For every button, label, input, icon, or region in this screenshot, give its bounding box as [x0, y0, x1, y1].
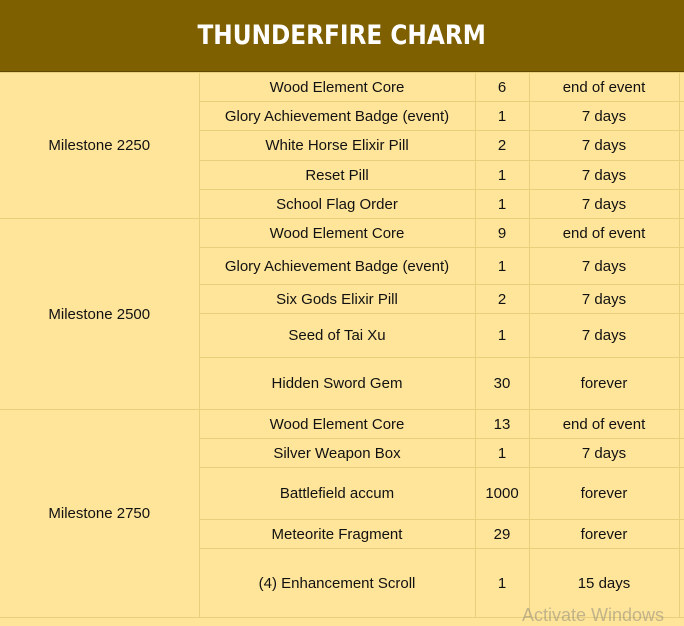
- duration-cell: 7 days: [529, 248, 679, 285]
- duration-cell: 7 days: [529, 131, 679, 161]
- quantity-cell: 1: [475, 161, 529, 190]
- item-cell: (4) Enhancement Scroll: [199, 549, 475, 618]
- table-row: [0, 410, 684, 439]
- empty-cell: [679, 439, 684, 468]
- duration-cell: 7 days: [529, 102, 679, 131]
- quantity-cell: 1: [475, 190, 529, 219]
- duration-cell: end of event: [529, 410, 679, 439]
- item-cell: Battlefield accum: [199, 468, 475, 520]
- activation-watermark: Activate Windows: [522, 605, 665, 625]
- quantity-cell: 1: [475, 549, 529, 618]
- item-cell: Meteorite Fragment: [199, 520, 475, 549]
- table-row: [0, 73, 684, 102]
- item-cell: Hidden Sword Gem: [199, 358, 475, 410]
- empty-cell: [679, 285, 684, 314]
- empty-cell: [679, 549, 684, 618]
- duration-cell: forever: [529, 520, 679, 549]
- duration-cell: forever: [529, 358, 679, 410]
- quantity-cell: 1: [475, 314, 529, 358]
- empty-cell: [679, 161, 684, 190]
- quantity-cell: 2: [475, 131, 529, 161]
- milestone-cell: Milestone 2250: [0, 73, 199, 219]
- item-cell: Glory Achievement Badge (event): [199, 102, 475, 131]
- quantity-cell: 6: [475, 73, 529, 102]
- item-cell: Wood Element Core: [199, 73, 475, 102]
- rewards-table: [0, 72, 684, 618]
- empty-cell: [679, 190, 684, 219]
- quantity-cell: 2: [475, 285, 529, 314]
- item-cell: Six Gods Elixir Pill: [199, 285, 475, 314]
- item-cell: Reset Pill: [199, 161, 475, 190]
- duration-cell: 7 days: [529, 314, 679, 358]
- duration-cell: forever: [529, 468, 679, 520]
- empty-cell: [679, 520, 684, 549]
- quantity-cell: 13: [475, 410, 529, 439]
- empty-cell: [679, 131, 684, 161]
- quantity-cell: 1: [475, 248, 529, 285]
- empty-cell: [679, 358, 684, 410]
- quantity-cell: 30: [475, 358, 529, 410]
- milestone-cell: Milestone 2750: [0, 410, 199, 618]
- empty-cell: [679, 248, 684, 285]
- duration-cell: 7 days: [529, 161, 679, 190]
- item-cell: Seed of Tai Xu: [199, 314, 475, 358]
- empty-cell: [679, 219, 684, 248]
- duration-cell: end of event: [529, 219, 679, 248]
- duration-cell: 15 days: [529, 549, 679, 618]
- duration-cell: 7 days: [529, 190, 679, 219]
- empty-cell: [679, 468, 684, 520]
- table-row: [0, 219, 684, 248]
- empty-cell: [679, 102, 684, 131]
- quantity-cell: 9: [475, 219, 529, 248]
- empty-cell: [679, 314, 684, 358]
- milestone-cell: Milestone 2500: [0, 219, 199, 410]
- empty-cell: [679, 410, 684, 439]
- duration-cell: 7 days: [529, 285, 679, 314]
- duration-cell: 7 days: [529, 439, 679, 468]
- item-cell: School Flag Order: [199, 190, 475, 219]
- quantity-cell: 1000: [475, 468, 529, 520]
- item-cell: White Horse Elixir Pill: [199, 131, 475, 161]
- item-cell: Wood Element Core: [199, 410, 475, 439]
- title-banner: [0, 0, 684, 72]
- quantity-cell: 1: [475, 439, 529, 468]
- duration-cell: end of event: [529, 73, 679, 102]
- quantity-cell: 1: [475, 102, 529, 131]
- item-cell: Silver Weapon Box: [199, 439, 475, 468]
- page-title: THUNDERFIRE CHARM: [197, 20, 487, 51]
- item-cell: Glory Achievement Badge (event): [199, 248, 475, 285]
- quantity-cell: 29: [475, 520, 529, 549]
- item-cell: Wood Element Core: [199, 219, 475, 248]
- empty-cell: [679, 73, 684, 102]
